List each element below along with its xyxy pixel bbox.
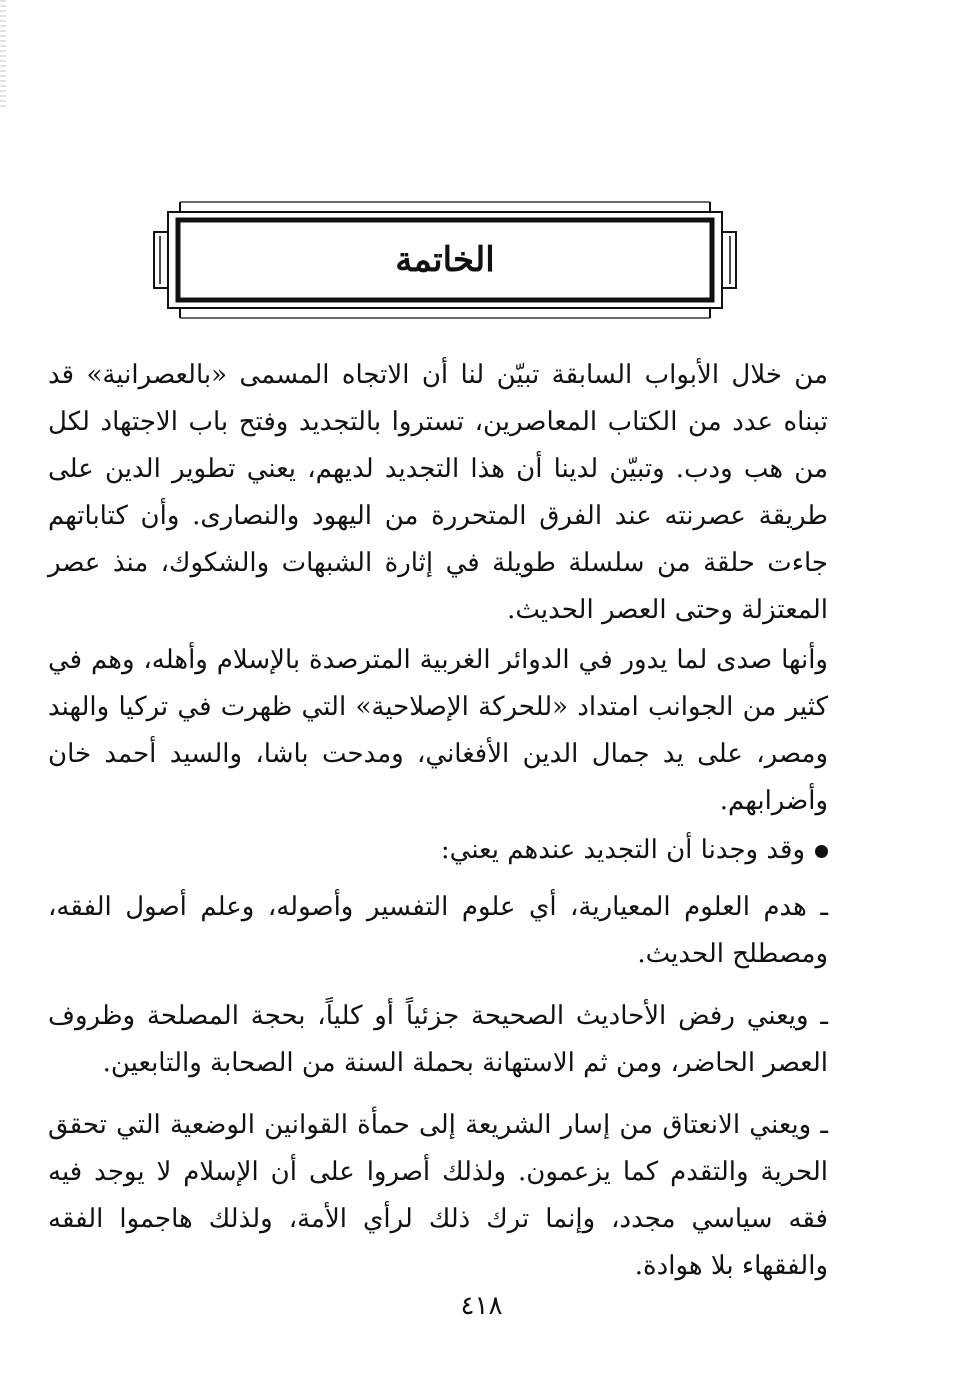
paragraph-text: وأنها صدى لما يدور في الدوائر الغربية المترصدة بالإسلام وأهله، وهم في كثير من الجوانب امتداد «للحركة الإصلاحية» التي ظهرت في تركيا والهند ومصر، على يد جمال الدين الأفغاني، ومدحت باشا، والسيد أحمد خان وأضرابهم. [48, 645, 828, 816]
list-item-standard-sciences [48, 884, 828, 978]
list-item-rejecting-hadith [48, 993, 828, 1087]
list-item-text: ـ ويعني رفض الأحاديث الصحيحة جزئياً أو كلياً، بحجة المصلحة وظروف العصر الحاضر، ومن ثم الاستهانة بحملة السنة من الصحابة والتابعين. [48, 1001, 828, 1078]
paragraph-intro [48, 352, 828, 634]
list-item-text: ـ هدم العلوم المعيارية، أي علوم التفسير وأصوله، وعلم أصول الفقه، ومصطلح الحديث. [48, 892, 828, 969]
bullet-item [48, 827, 828, 874]
list-item-text: ـ ويعني الانعتاق من إسار الشريعة إلى حمأة القوانين الوضعية التي تحقق الحرية والتقدم كما يزعمون. ولذلك أصروا على أن الإسلام لا يوجد فيه فقه سياسي مجدد، وإنما ترك ذلك لرأي الأمة، ولذلك هاجموا الفقه والفقهاء بلا هوادة. [48, 1110, 828, 1281]
chapter-title: الخاتمة [395, 240, 495, 280]
title-frame [150, 200, 740, 320]
scan-edge-artifact [0, 0, 6, 110]
bullet-icon [815, 845, 828, 858]
page-number: ٤١٨ [460, 1291, 503, 1321]
bullet-text: وقد وجدنا أن التجديد عندهم يعني: [440, 835, 805, 865]
paragraph-reformist-movement [48, 637, 828, 825]
paragraph-text: من خلال الأبواب السابقة تبيّن لنا أن الاتجاه المسمى «بالعصرانية» قد تبناه عدد من الكتاب المعاصرين، تستروا بالتجديد وفتح باب الاجتهاد لكل من هب ودب. وتبيّن لدينا أن هذا التجديد لديهم، يعني تطوير الدين على طريقة عصرنته عند الفرق المتحررة من اليهود والنصارى. وأن كتاباتهم جاءت حلقة من سلسلة طويلة في إثارة الشبهات والشكوك، منذ عصر المعتزلة وحتى العصر الحديث. [48, 360, 828, 625]
list-item-leaving-sharia [48, 1102, 828, 1290]
